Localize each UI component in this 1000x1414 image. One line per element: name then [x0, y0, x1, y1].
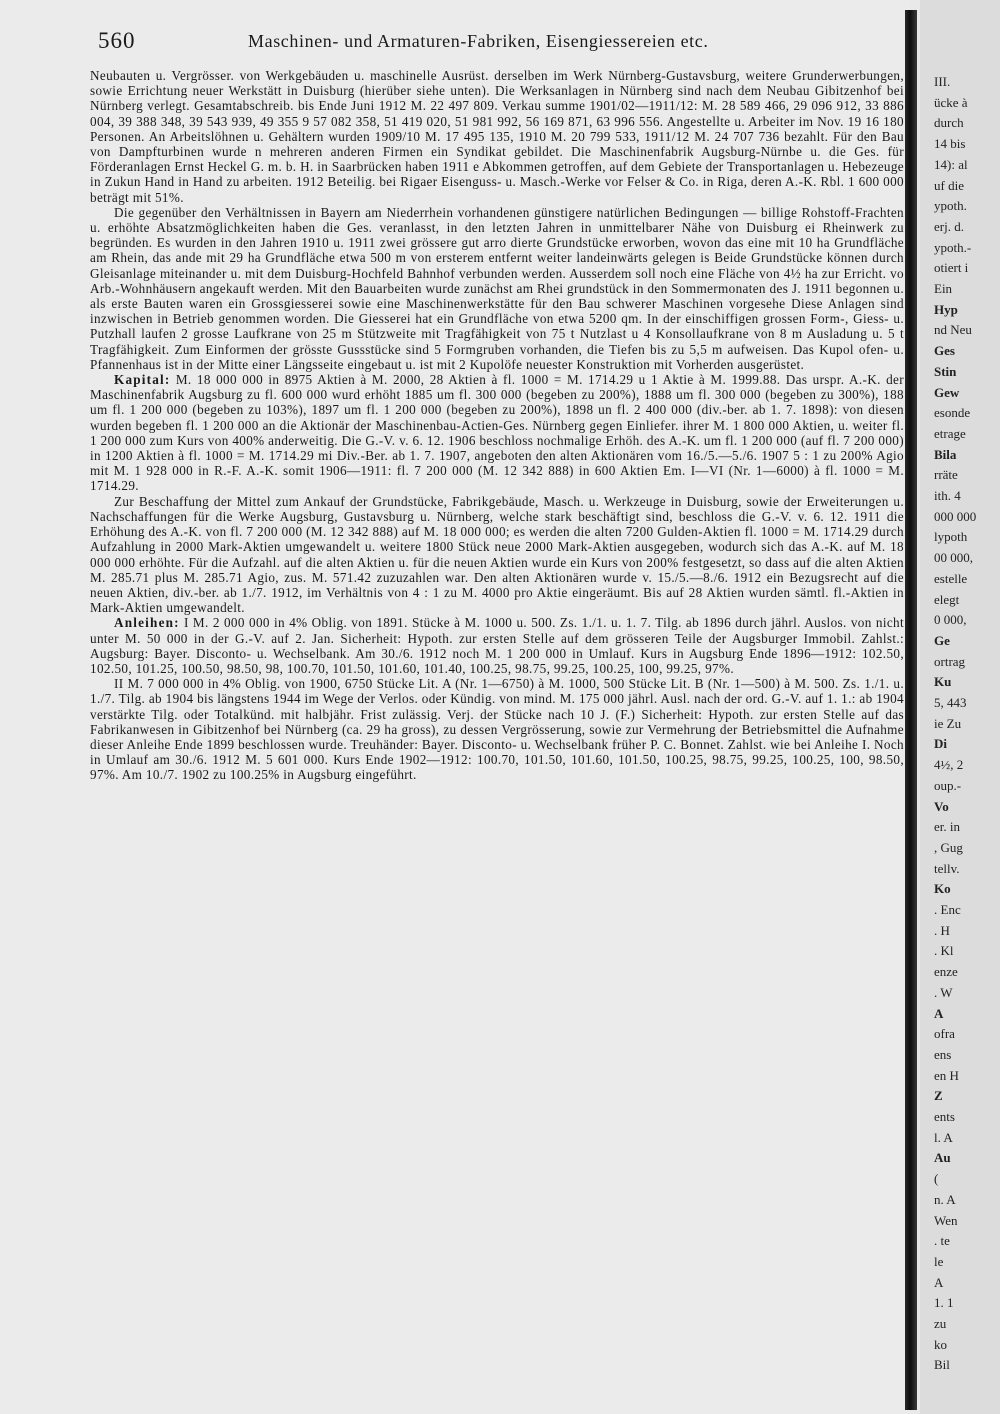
adjacent-page-fragment: er. in: [934, 819, 960, 835]
adjacent-page-fragment: 5, 443: [934, 695, 967, 710]
adjacent-page-fragment: l. A: [934, 1129, 953, 1145]
adjacent-page-fragment: le: [934, 1253, 944, 1269]
adjacent-page-fragment: ith. 4: [934, 488, 961, 503]
adjacent-page-fragment: en H: [934, 1067, 959, 1083]
adjacent-page-fragment: oup.-: [934, 777, 962, 793]
adjacent-page-fragment: ücke à: [934, 94, 968, 110]
adjacent-page-fragment: . H: [934, 922, 950, 938]
adjacent-page-fragment: 0 000,: [934, 612, 967, 628]
adjacent-page-fragment: lypoth: [934, 529, 968, 545]
adjacent-page-fragment: , Gug: [934, 839, 963, 855]
adjacent-page-fragment: n. A: [934, 1191, 956, 1207]
adjacent-page-fragment: Hyp: [934, 301, 958, 317]
adjacent-page-fragment: Vo: [934, 798, 949, 814]
body-text: [90, 68, 904, 1398]
adjacent-page-fragment: erj. d.: [934, 218, 964, 234]
adjacent-page-fragment: 1. 1: [934, 1295, 954, 1311]
adjacent-page-fragment: 14 bis: [934, 136, 966, 152]
book-gutter: [905, 10, 917, 1410]
adjacent-page-fragment: ens: [934, 1046, 952, 1062]
paragraph-text: Neubauten u. Vergrösser. von Werkgebäuden u. maschinelle Ausrüst. derselben im Werk Nürnberg-Gustavsburg, weitere Grunderwerbungen, sowie Errichtung neuer Werkstätt in Duisburg (hierüber siehe unten). Die Werksanlagen in Nürnberg sind nach dem Neubau Gibitzenhof bei Nürnberg verlegt. Gesamtabschreib. bis Ende Juni 1912 M. 22 497 809. Verkau summe 1901/02—1911/12: M. 28 589 466, 29 096 912, 33 886 004, 39 388 348, 39 543 939, 49 355 9 57 082 358, 51 419 020, 51 981 992, 56 169 871, 63 996 556. Angestellte u. Arbeiter im Nov. 19 16 180 Personen. An Arbeitslöhnen u. Gehältern wurden 1909/10 M. 17 495 135, 1910 M. 20 799 533, 1911/12 M. 24 707 736 bezahlt. Für den Bau von Dampfturbinen wurde n mehreren anderen Firmen ein Syndikat gebildet. Die Maschinenfabrik Augsburg-Nürnbe u. die Ges. für Förderanlagen Ernst Heckel G. m. b. H. in Saarbrücken haben 1911 e Abkommen getroffen, auf dem Gebiete der Transportanlagen u. Hebezeuge in Zukun Hand in Hand zu arbeiten. 1912 Beteilig. bei Rigaer Eisenguss- u. Masch.-Werke vor Felser & Co. in Riga, deren A.-K. Rbl. 1 600 000 beträgt mit 51%.: [90, 68, 904, 205]
adjacent-page-fragment: Ein: [934, 281, 953, 296]
adjacent-page-fragment: 00 000,: [934, 550, 973, 566]
paragraph: [90, 615, 904, 676]
paragraph: [90, 205, 904, 372]
paragraph: [90, 372, 904, 494]
paragraph-text: II M. 7 000 000 in 4% Oblig. von 1900, 6750 Stücke Lit. A (Nr. 1—6750) à M. 1000, 500 Stücke Lit. B (Nr. 1—500) à M. 500. Zs. 1./1. u. 1./7. Tilg. ab 1904 bis längstens 1944 im Wege der Verlos. oder Kündig. von mind. M. 175 000 jährl. Ausl. nach der ord. G.-V. auf 1. 1.: ab 1904 verstärkte Tilg. oder Totalkünd. mit halbjähr. Frist zulässig. Verj. der Stücke nach 10 J. (F.) Sicherheit: Hypoth. zur ersten Stelle auf das Fabrikanwesen in Gibitzenhof bei Nürnberg (ca. 29 ha gross), zu dessen Vergrösserung, sowie zur Vermehrung der Betriebsmittel die Aufnahme dieser Anleihe Ende 1899 beschlossen wurde. Treuhänder: Bayer. Disconto- u. Wechselbank früher P. C. Bonnet. Zahlst. wie bei Anleihe I. Noch in Umlauf am 30./6. 1912 M. 5 601 000. Kurs Ende 1902—1912: 100.70, 101.50, 101.60, 101.50, 100.25, 98.75, 99.25, 100.25, 100, 98.50, 97%. Am 10./7. 1902 zu 100.25% in Augsburg eingeführt.: [90, 676, 904, 783]
page-header: [98, 28, 898, 58]
adjacent-page-fragment: zu: [934, 1316, 947, 1331]
adjacent-page-fragment: enze: [934, 964, 958, 980]
adjacent-page-fragment: Di: [934, 736, 947, 752]
adjacent-page-fragment: elegt: [934, 591, 960, 607]
paragraph-text: Die gegenüber den Verhältnissen in Bayern am Niederrhein vorhandenen günstigere natürlichen Bedingungen — billige Rohstoff-Frachten u. erhöhte Absatzmöglichkeiten haben die Ges. veranlasst, in den letzten Jahren in unmittelbarer Nähe von Duisburg ei Rheinwerk zu begründen. Es wurden in den Jahren 1910 u. 1911 zwei grössere gut arro dierte Grundstücke erworben, wovon das eine mit 10 ha Grundfläche am Rhein, das ande mit 29 ha Grundfläche etwa 500 m von ersterem entfernt weiter landeinwärts gelegen is Beide Grundstücke können durch Gleisanlage miteinander u. mit dem Duisburg-Hochfeld Bahnhof verbunden werden. Ausserdem soll noch eine Fläche von 4½ ha zur Erricht. vo Arb.-Wohnhäusern angekauft werden. Mit den Bauarbeiten wurde zunächst am Rhei grundstück in den Sommermonaten des J. 1911 begonnen u. als erste Bauten waren ein Grossgiesserei sowie eine Maschinenwerkstätte für den Bau schwerer Maschinen vorgesehe Diese Anlagen sind inzwischen in Betrieb genommen worden. Die Giesserei hat ein Grundfläche von etwa 5200 qm. In der einschiffigen grossen Form-, Giess- u. Putzhall laufen 2 grosse Laufkrane von 25 m Stützweite mit Tragfähigkeit von 75 t Nutzlast u 4 Konsollaufkrane von 8 m Ausladung u. 5 t Tragfähigkeit. Zum Einformen der grösste Gussstücke sind 5 Formgruben vorhanden, die Tiefen bis zu 5,5 m aufweisen. Das Kupol ofen- u. Pfannenhaus ist in der Mitte einer Längsseite eingebaut u. ist mit 2 Kupolöfe neuester Konstruktion mit Vorherden ausgerüstet.: [90, 204, 904, 372]
paragraph: [90, 676, 904, 782]
adjacent-page-fragment: . Kl: [934, 943, 954, 959]
adjacent-page-fragment: . te: [934, 1233, 950, 1249]
adjacent-page-fragment: uf die: [934, 177, 964, 193]
adjacent-page-fragment: Stin: [934, 363, 957, 379]
paragraph-text: I M. 2 000 000 in 4% Oblig. von 1891. Stücke à M. 1000 u. 500. Zs. 1./1. u. 1. 7. Tilg. ab 1896 durch jährl. Auslos. von nicht unter M. 50 000 in der G.-V. auf 2. Jan. Sicherheit: Hypoth. zur ersten Stelle auf dem grösseren Teile der Augsburger Immobil. Zahlst.: Augsburg: Bayer. Disconto- u. Wechselbank. Am 30./6. 1912 noch M. 1 200 000 in Umlauf. Kurs in Augsburg Ende 1896—1912: 102.50, 102.50, 101.25, 100.50, 98.50, 98, 100.70, 101.50, 101.60, 101.40, 100.25, 98.75, 99.25, 100.25, 100, 99.25, 97%.: [90, 615, 904, 676]
adjacent-page-fragment: durch: [934, 115, 964, 131]
section-lead: Anleihen:: [114, 615, 180, 631]
adjacent-page-fragment: 14): al: [934, 156, 968, 172]
adjacent-page-fragment: estelle: [934, 570, 968, 586]
adjacent-page-fragment: Bila: [934, 446, 957, 462]
paragraph-text: M. 18 000 000 in 8975 Aktien à M. 2000, 28 Aktien à fl. 1000 = M. 1714.29 u 1 Aktie à M. 1999.88. Das urspr. A.-K. der Maschinenfabrik Augsburg zu fl. 600 000 wurd erhöht 1885 um fl. 300 000 (begeben zu 200%), 1888 um fl. 300 000 (begeben zu 300%), 188 um fl. 1 200 000 (begeben zu 103%), 1897 um fl. 1 200 000 (begeben zu 200%), 1898 un fl. 2 400 000 (div.-ber. ab 1. 7. 1898): von diesen wurden begeben fl. 1 200 000 an die Aktionär der Maschinenbau-Actien-Ges. Nürnberg gegen Einliefer. ihrer M. 1 800 000 Aktien, u. weiter fl. 1 200 000 zum Kurs von 400% anderweitig. Die G.-V. v. 6. 12. 1906 beschloss nochmalige Erhöh. des A.-K. um fl. 1 200 000 (auf fl. 7 200 000) in 1200 Aktien à fl. 1000 = M. 1714.29 mi Div.-Ber. ab 1. 7. 1907, angeboten den alten Aktionären vom 16./5.—5./6. 1907 5 : 1 zu 200% Agio mit M. 1 928 000 in R.-F. A.-K. somit 1906—1911: fl. 7 200 000 (M. 12 342 888) in 600 Aktien Em. I—VI (Nr. 1—6000) à fl. 1000 = M. 1714.29.: [90, 372, 904, 494]
adjacent-page-fragment: esonde: [934, 405, 971, 421]
adjacent-page-fragment: Z: [934, 1088, 943, 1104]
adjacent-page-fragment: etrage: [934, 425, 966, 441]
adjacent-page-fragment: ko: [934, 1336, 947, 1352]
adjacent-page-fragment: Bil: [934, 1357, 950, 1373]
adjacent-page-fragment: ie Zu: [934, 715, 962, 731]
section-lead: Kapital:: [114, 372, 171, 388]
adjacent-page-fragment: Ku: [934, 674, 952, 690]
adjacent-page-fragment: 000 000: [934, 508, 977, 524]
adjacent-page-fragment: A: [934, 1274, 944, 1290]
adjacent-page-fragment: rräte: [934, 467, 958, 483]
adjacent-page-fragment: Ge: [934, 632, 950, 648]
paragraph: [90, 68, 904, 205]
adjacent-page-fragment: ypoth.-: [934, 239, 972, 255]
adjacent-page-fragment: ofra: [934, 1026, 955, 1042]
adjacent-page-fragment: Au: [934, 1150, 951, 1166]
adjacent-page-fragment: ypoth.: [934, 198, 967, 214]
adjacent-page-fragment: ents: [934, 1109, 955, 1124]
paragraph: [90, 494, 904, 616]
adjacent-page-fragment: tellv.: [934, 860, 960, 876]
page-number: 560: [98, 28, 136, 53]
adjacent-page-fragment: ortrag: [934, 653, 966, 669]
paragraph-text: Zur Beschaffung der Mittel zum Ankauf der Grundstücke, Fabrikgebäude, Masch. u. Werkzeuge in Duisburg, sowie der Erweiterungen u. Nachschaffungen für die Werke Augsburg, Gustavsburg u. Nürnberg, welche stark beschäftigt sind, beschloss die G.-V. v. 6. 12. 1911 die Erhöhung des A.-K. von fl. 7 200 000 (M. 12 342 888) auf M. 18 000 000; es werden die alten 7200 Gulden-Aktien fl. 1000 = M. 1714.29 durch Aufzahlung in 2000 Mark-Aktien umgewandelt u. weitere 1800 Stück neue 2000 Mark-Aktien ausgegeben, wodurch sich das A.-K. auf M. 18 000 000 erhöhte. Für die Aufzahl. auf die alten Aktien u. für die neuen Aktien wurde ein Kurs von 200% festgesetzt, so dass auf die alten Aktien M. 285.71 plus M. 285.71 Agio, zus. M. 571.42 zuzuzahlen war. Den alten Aktionären wurde v. 15./5.—8./6. 1912 ein Bezugsrecht auf die neuen Aktien, div.-ber. ab 1./7. 1912, im Verhältnis von 4 : 1 zu M. 4000 pro Aktie eingeräumt. Bis auf 28 Aktien wurden sämtl. fl.-Aktien in Mark-Aktien umgewandelt.: [90, 493, 904, 616]
adjacent-page-fragment: Gew: [934, 384, 960, 400]
adjacent-page-fragment: III.: [934, 74, 951, 89]
adjacent-page-fragment: . W: [934, 984, 953, 1000]
adjacent-page-fragment: Ges: [934, 343, 955, 359]
adjacent-page-fragment: Ko: [934, 881, 951, 897]
adjacent-page-fragment: nd Neu: [934, 322, 972, 338]
adjacent-page-fragment: otiert i: [934, 260, 969, 276]
adjacent-page-fragment: A: [934, 1005, 944, 1021]
adjacent-page-fragment: . Enc: [934, 902, 961, 917]
adjacent-page-fragment: (: [934, 1171, 939, 1187]
running-title: Maschinen- und Armaturen-Fabriken, Eisengiessereien etc.: [248, 31, 709, 51]
adjacent-page-edge: [920, 0, 1000, 1414]
adjacent-page-fragment: 4½, 2: [934, 757, 964, 773]
adjacent-page-fragment: Wen: [934, 1212, 958, 1228]
